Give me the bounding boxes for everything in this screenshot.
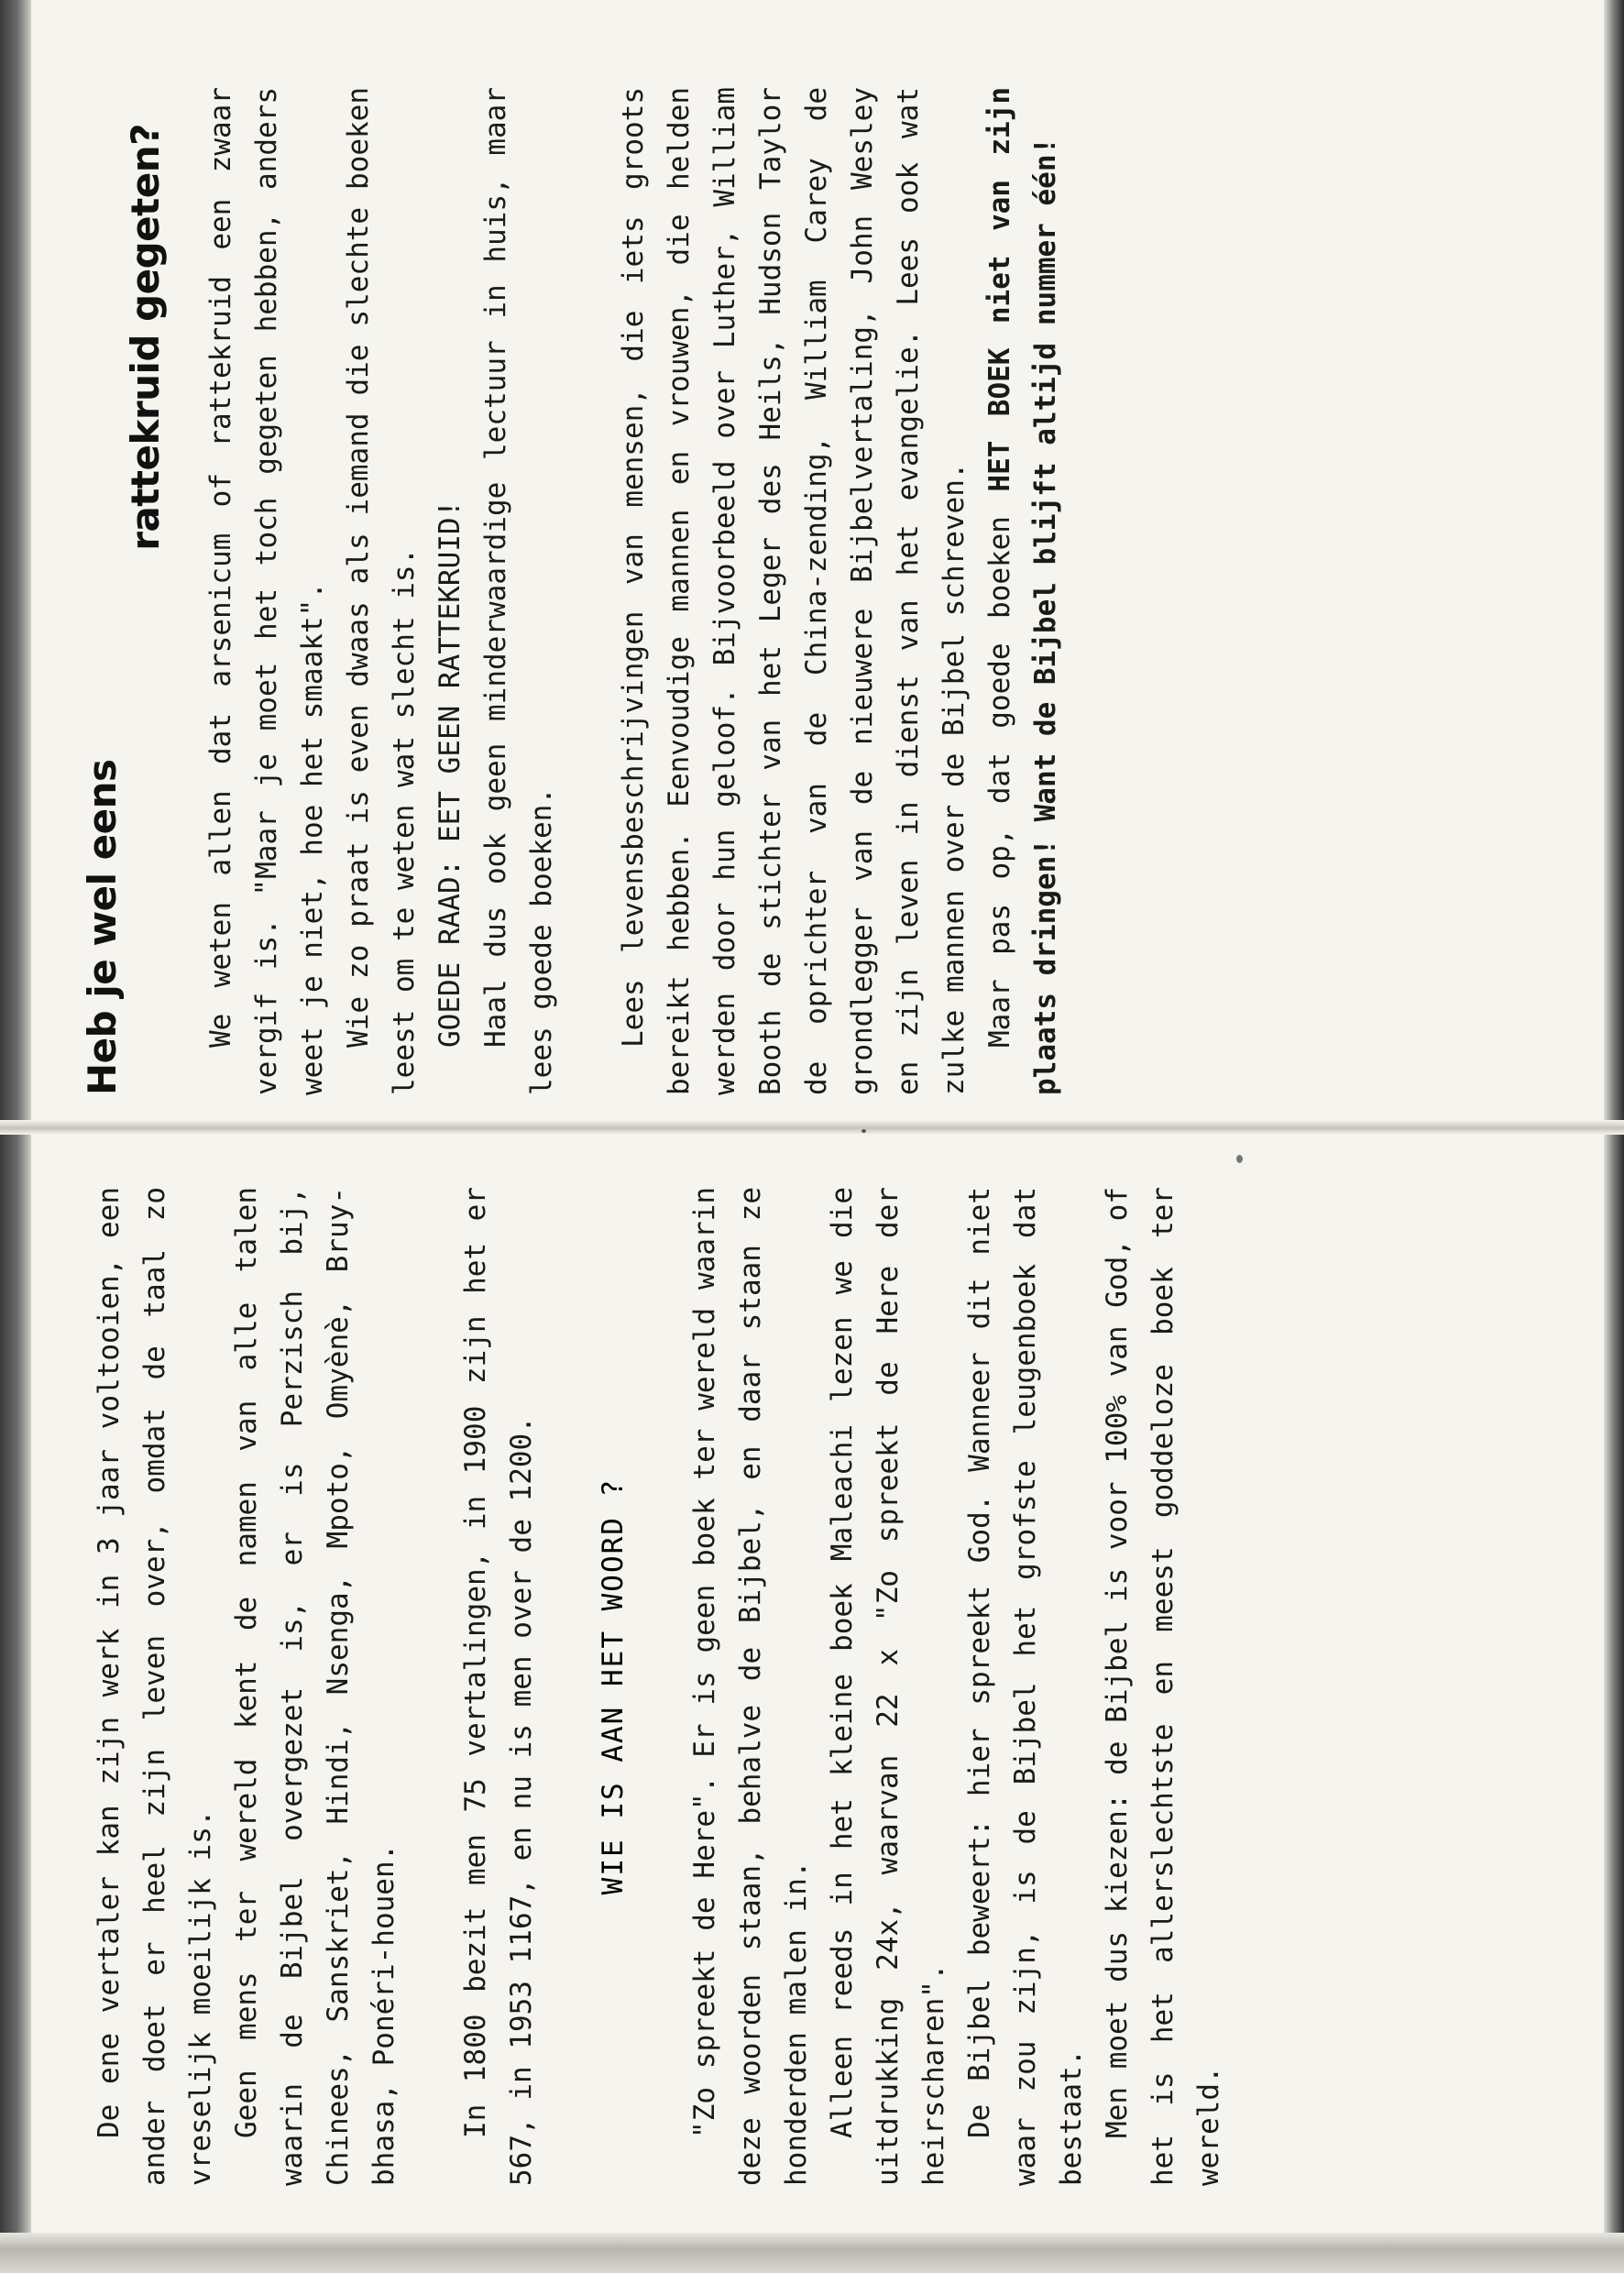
left-page-body [81, 1187, 544, 2186]
paragraph: Men moet dus kiezen: de Bijbel is voor 100% van God, of het is het allerslechtste en meest goddeloze boek ter wereld. [1101, 1187, 1225, 2186]
scan-edge-bottom [0, 2233, 1624, 2273]
paragraph: Lees levensbeschrijvingen van mensen, die iets groots bereikt hebben. Eenvoudige mannen en vrouwen, die helden werden door hun geloof. Bijvoorbeeld over Luther, William Booth de stichter van het Leger des Heils, Hudson Taylor de oprichter van de China-zending, William Carey de grondlegger van de nieuwere Bijbelvertaling, John Wesley en zijn leven in dienst van het evangelie. Lees ook wat zulke mannen over de Bijbel schreven. [617, 87, 971, 1095]
right-page-body [198, 87, 1069, 1095]
book-spine [0, 1120, 1624, 1135]
section-heading: WIE IS AAN HET WOORD ? [597, 1477, 630, 1895]
scan-edge-right [1604, 0, 1624, 2273]
paragraph: Geen mens ter wereld kent de namen van alle talen waarin de Bijbel overgezet is, er is Perzisch bij, Chinees, Sanskriet, Hindi, Nsenga, Mpoto, Omyènè, Bruy-bhasa, Ponéri-houen. [230, 1187, 401, 2186]
emphasis-het-boek: HET BOEK [983, 347, 1017, 492]
paragraph: De Bijbel beweert: hier spreekt God. Wanneer dit niet waar zou zijn, is de Bijbel het grofste leugenboek dat bestaat. [963, 1187, 1088, 2186]
scan-speck [861, 1129, 866, 1133]
closing-sentence: niet van zijn plaats dringen! Want de Bijbel blijft altijd nummer één! [983, 86, 1063, 1095]
scan-edge-left [0, 0, 31, 2273]
left-page [81, 1187, 1547, 2186]
paragraph: "Zo spreekt de Here". Er is geen boek ter wereld waarin deze woorden staan, behalve de Bijbel, en daar staan ze honderden malen in. [688, 1187, 813, 2186]
paragraph: In 1800 bezit men 75 vertalingen, in 1900 zijn het er 567, in 1953 1167, en nu is men over de 1200. [459, 1187, 538, 2186]
paragraph: Haal dus ook geen minderwaardige lectuur in huis, maar lees goede boeken. [479, 87, 559, 1095]
paragraph: We weten allen dat arsenicum of rattekruid een zwaar vergif is. "Maar je moet het toch gegeten hebben, anders weet je niet, hoe het smaakt". [204, 87, 330, 1095]
title-line-1: Heb je wel eens [80, 759, 125, 1095]
scan-speck [1236, 1155, 1243, 1163]
paragraph [977, 87, 1069, 1095]
page-title [81, 87, 167, 1095]
text-span: Maar pas op, dat goede boeken [983, 516, 1017, 1048]
paragraph: De ene vertaler kan zijn werk in 3 jaar voltooien, een ander doet er heel zijn leven over, omdat de taal zo vreselijk moeilijk is. [93, 1187, 217, 2186]
left-page-body-2 [682, 1187, 1232, 2186]
paragraph: Alleen reeds in het kleine boek Maleachi lezen we die uitdrukking 24x, waarvan 22 x "Zo spreekt de Here der heirscharen". [826, 1187, 950, 2186]
paragraph: GOEDE RAAD: EET GEEN RATTEKRUID! [433, 500, 467, 1048]
right-page [81, 87, 1547, 1095]
title-line-2: rattekruid gegeten? [123, 124, 169, 551]
paragraph: Wie zo praat is even dwaas als iemand die slechte boeken leest om te weten wat slecht is. [342, 87, 422, 1095]
